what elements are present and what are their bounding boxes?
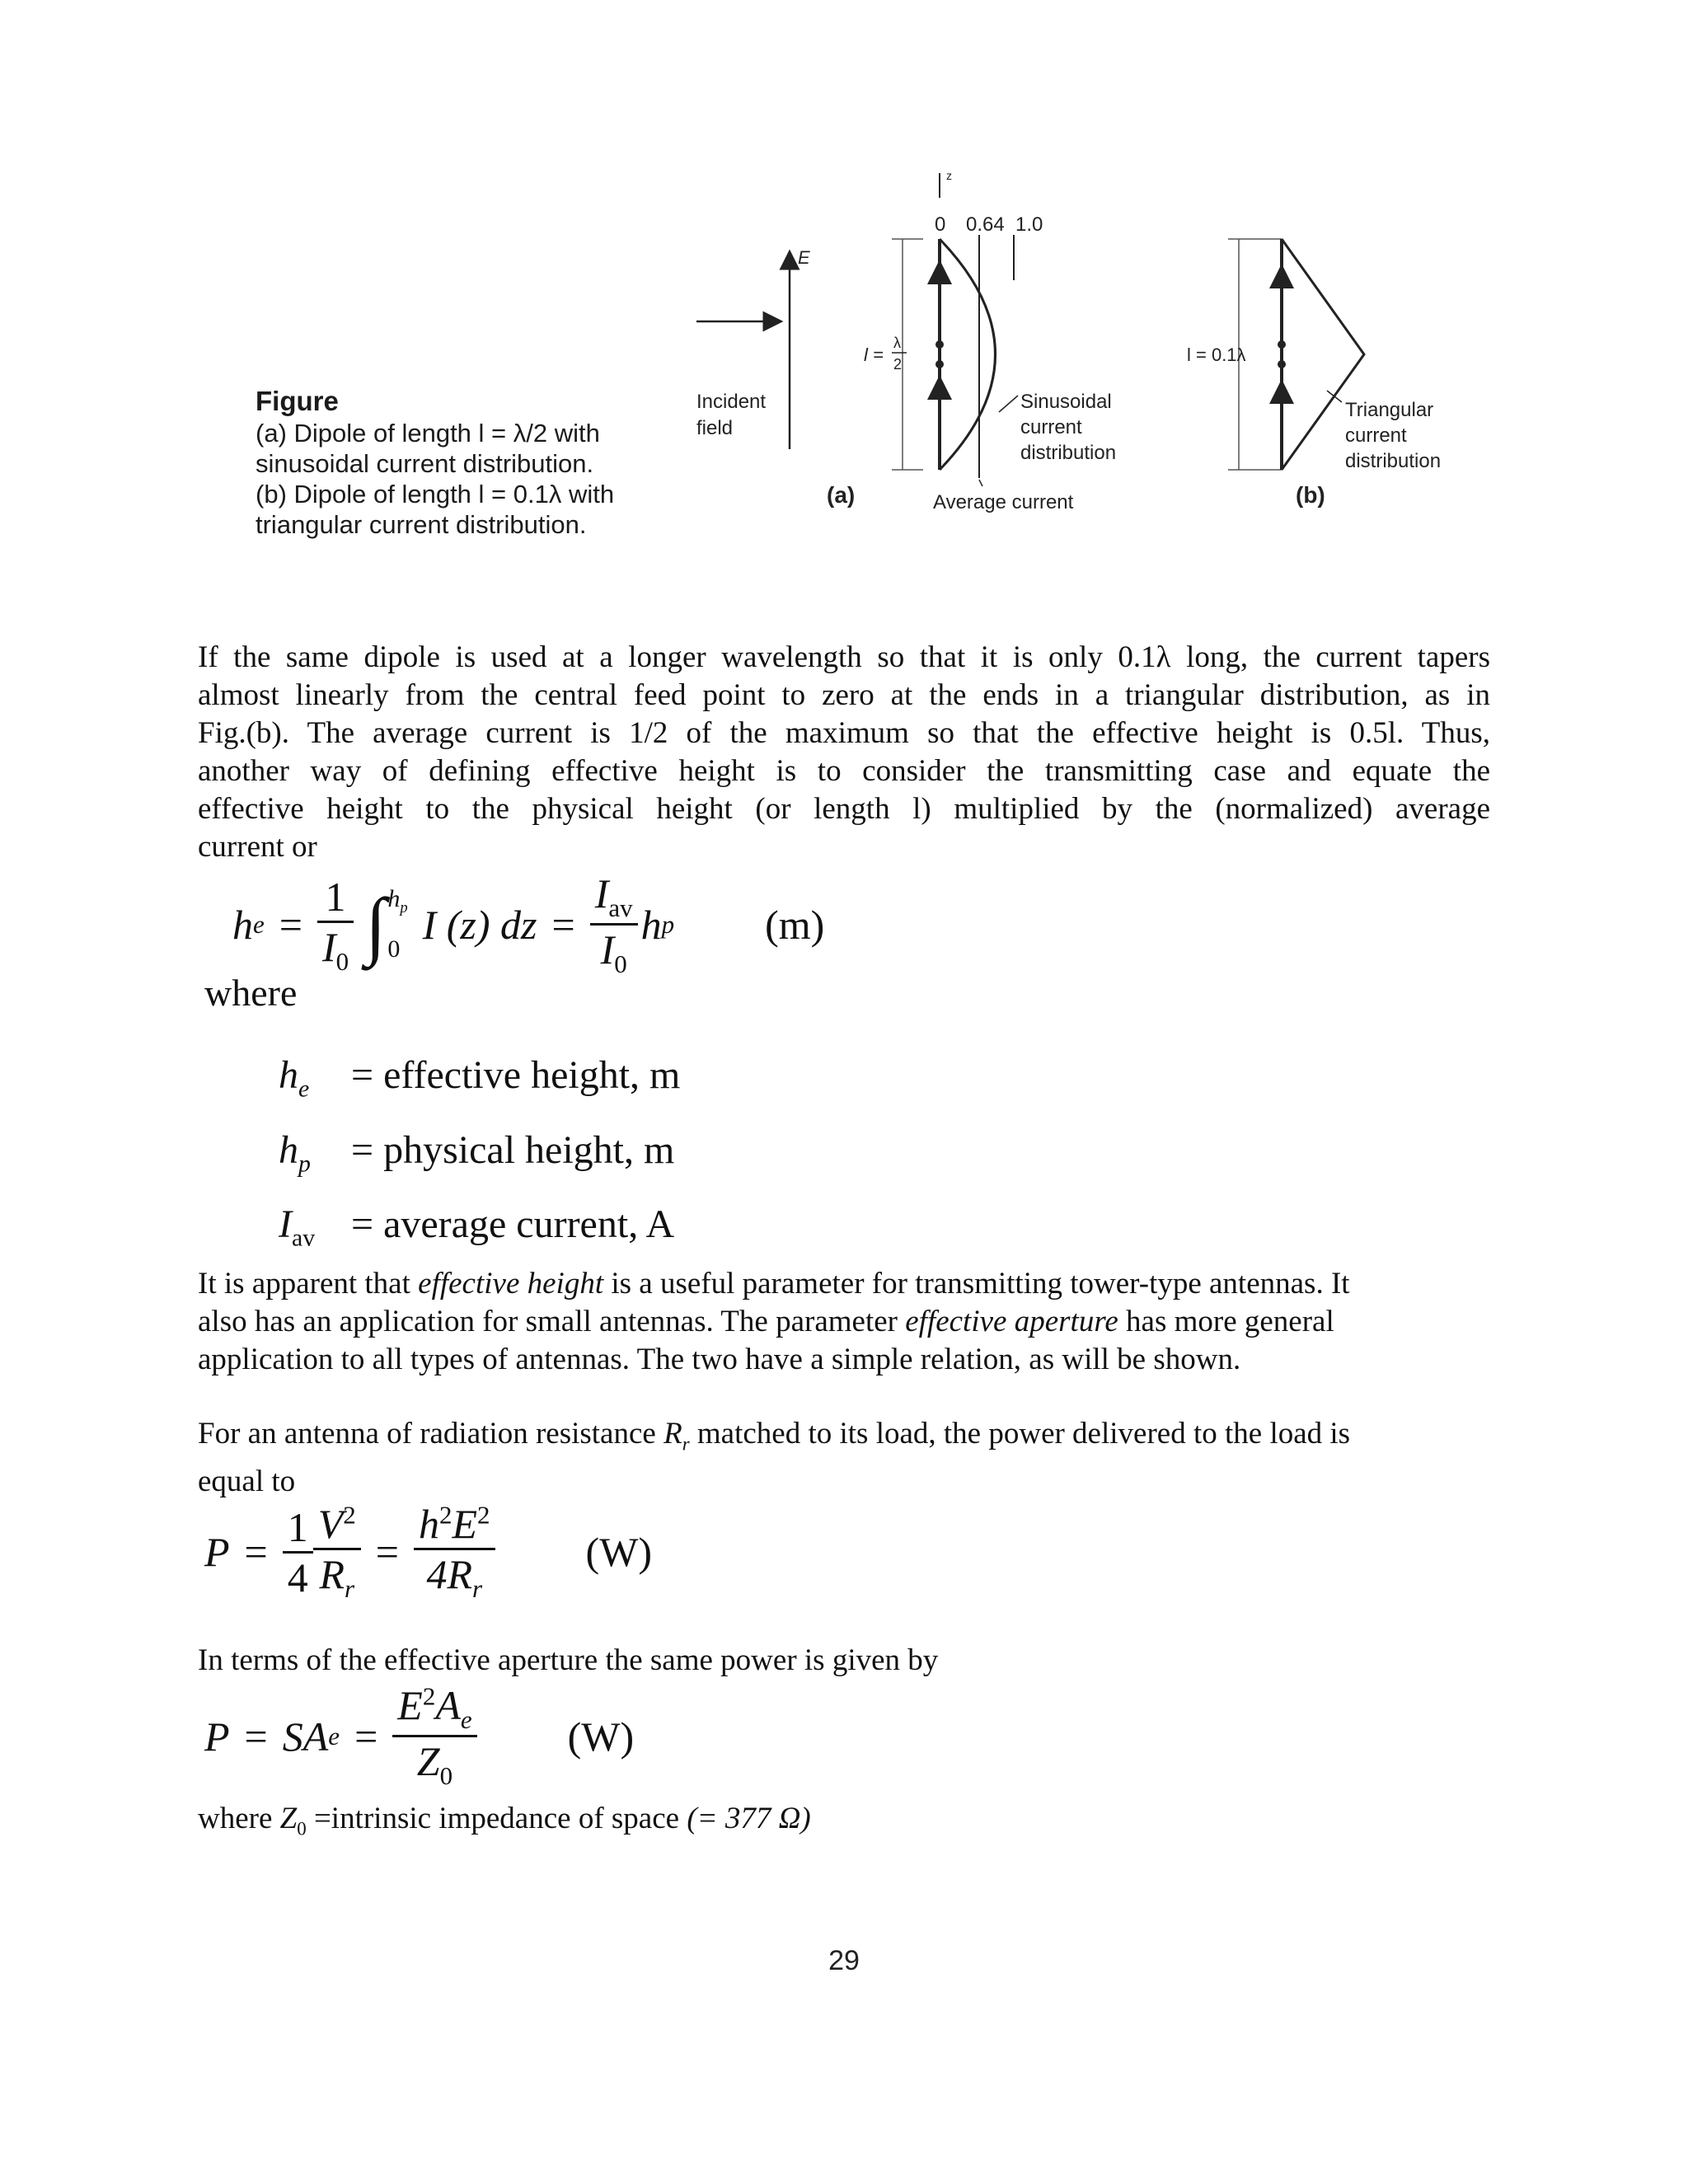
paragraph-line: It is apparent that effective height is a useful parameter for transmitting tower-type antennas. It — [198, 1267, 1350, 1301]
triangular-label: distribution — [1345, 450, 1442, 472]
length-b-label: l = 0.1λ — [1187, 344, 1246, 365]
fraction: $\frac{1}{4}$ — [283, 1503, 313, 1601]
e-field-label: E — [798, 247, 810, 268]
paragraph-line: application to all types of antennas. The two have a simple relation, as will be shown. — [198, 1343, 1241, 1376]
dipole-figure — [676, 157, 1500, 544]
figure-caption-line: (a) Dipole of length l = λ/2 with — [256, 419, 600, 448]
definition-row: $h_e$ = effective height, m — [279, 1053, 681, 1103]
fraction: $\frac{1}{I_0}$ — [317, 873, 354, 977]
equation-power-aperture: P = SA e = $\frac{E^2A_e}{Z_0}$ (W) — [204, 1681, 635, 1790]
sinusoidal-curve — [940, 239, 996, 470]
tick-label-064: 0.64 — [966, 213, 1005, 236]
where-label: where — [204, 972, 298, 1014]
definition-list — [279, 1045, 680, 1269]
length-a-num: λ — [893, 335, 901, 351]
paragraph-line: For an antenna of radiation resistance $R_r$ matched to its load, the power delivered to the load is — [198, 1417, 1351, 1455]
sinusoidal-label: distribution — [1020, 442, 1117, 464]
incident-label: field — [696, 417, 734, 439]
paragraph-3 — [198, 1415, 1490, 1501]
fraction: $\frac{h^2E^2}{4R_r}$ — [414, 1500, 495, 1604]
fraction: $\frac{I_{av}}{I_0}$ — [590, 869, 638, 979]
equation-unit: (W) — [567, 1713, 635, 1760]
incident-label: Incident — [696, 391, 767, 413]
equation-power-resistance: P = $\frac{1}{4}$ $\frac{V^2}{R_r}$ = $\frac{h^2E^2}{4R_r}$ (W) — [204, 1500, 653, 1603]
paragraph-2 — [198, 1265, 1490, 1379]
paragraph-5 — [198, 1800, 1490, 1848]
triangular-label: Triangular — [1345, 399, 1434, 421]
paragraph-line: If the same dipole is used at a longer wavelength so that it is only 0.1λ long, the current tapers — [198, 640, 1490, 674]
panel-a-label: (a) — [827, 482, 856, 508]
paragraph-line: In terms of the effective aperture the same power is given by — [198, 1643, 939, 1677]
length-a-den: 2 — [893, 356, 903, 373]
definition-row: $I_{av}$ = average current, A — [279, 1202, 675, 1252]
figure-caption — [256, 386, 684, 540]
paragraph-line: where $Z_0$ =intrinsic impedance of space (= 377 Ω) — [198, 1802, 811, 1840]
length-a-label: l = — [864, 344, 884, 365]
figure-caption-line: (b) Dipole of length l = 0.1λ with — [256, 480, 615, 509]
definition-row: $h_p$ = physical height, m — [279, 1127, 675, 1178]
paragraph-line: almost linearly from the central feed point to zero at the ends in a triangular distribution, as in — [198, 678, 1490, 712]
page-number: 29 — [828, 1945, 860, 1976]
paragraph-line: equal to — [198, 1465, 296, 1499]
equation-unit: (W) — [585, 1529, 653, 1575]
equation-tag: (m) — [765, 901, 825, 948]
fraction: $\frac{V^2}{R_r}$ — [313, 1500, 361, 1604]
sinusoidal-label: current — [1020, 416, 1082, 438]
equation-effective-height: h e = $\frac{1}{I_0}$ ∫ $h_p$ 0 I (z) dz = $\frac{I_{av}}{I_0}$ h p (m) — [232, 870, 825, 978]
tick-label-1: 1.0 — [1015, 213, 1043, 236]
figure-caption-line: sinusoidal current distribution. — [256, 449, 594, 478]
figure-caption-line: triangular current distribution. — [256, 510, 587, 539]
paragraph-line: current or — [198, 830, 317, 864]
integral-sign: ∫ — [365, 882, 387, 967]
triangular-label: current — [1345, 424, 1407, 447]
figure-caption-title: Figure — [256, 386, 339, 416]
paragraph-line: Fig.(b). The average current is 1/2 of the maximum so that the effective height is 0.5l. Thus, — [198, 716, 1490, 750]
paragraph-line: another way of defining effective height is to consider the transmitting case and equate the — [198, 754, 1490, 788]
z-axis-label: z — [946, 169, 952, 182]
panel-b-label: (b) — [1296, 482, 1325, 508]
paragraph-1 — [198, 639, 1490, 866]
average-current-label: Average current — [933, 491, 1074, 513]
paragraph-line: also has an application for small antennas. The parameter effective aperture has more general — [198, 1305, 1334, 1338]
tick-label-0: 0 — [935, 213, 946, 236]
paragraph-4 — [198, 1642, 1490, 1680]
sinusoidal-label: Sinusoidal — [1020, 391, 1112, 413]
paragraph-line: effective height to the physical height (or length l) multiplied by the (normalized) average — [198, 792, 1490, 826]
fraction: $\frac{E^2A_e}{Z_0}$ — [392, 1681, 476, 1791]
